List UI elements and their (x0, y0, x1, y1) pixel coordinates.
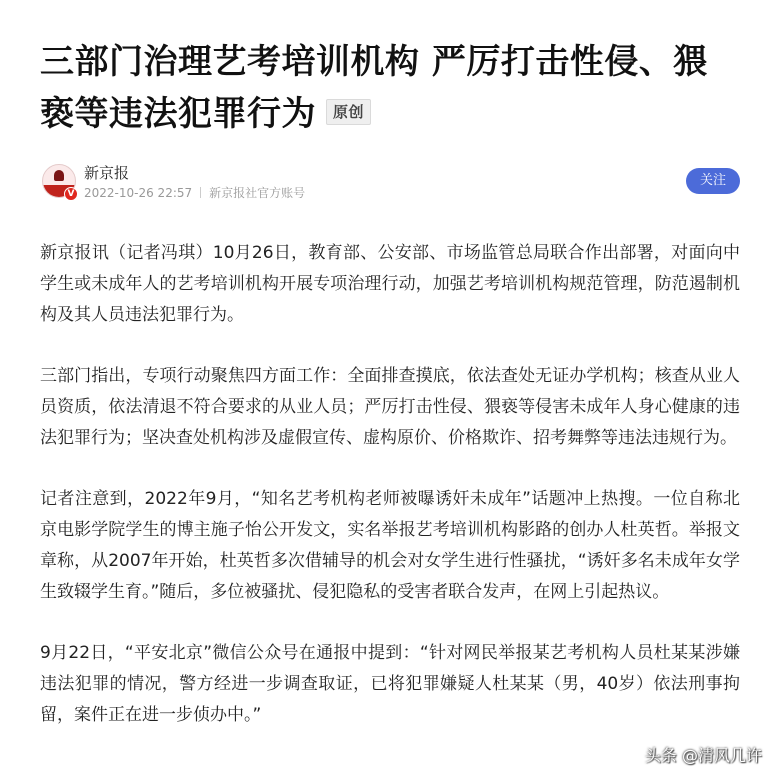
meta-divider (200, 187, 201, 198)
article-paragraph: 新京报讯（记者冯琪）10月26日，教育部、公安部、市场监管总局联合作出部署，对面向中学生或未成年人的艺考培训机构开展专项治理行动，加强艺考培训机构规范管理，防范遏制机构及其人员违法犯罪行为。 (40, 243, 740, 325)
author-row (40, 158, 740, 206)
author-meta (84, 184, 305, 201)
toutiao-watermark: 头条 @清风几许 (644, 746, 762, 765)
account-type: 新京报社官方账号 (209, 186, 306, 200)
article-paragraph: 三部门指出，专项行动聚焦四方面工作：全面排查摸底，依法查处无证办学机构；核查从业人员资质，依法清退不符合要求的从业人员；严厉打击性侵、猥亵等侵害未成年人身心健康的违法犯罪行为；坚决查处机构涉及虚假宣传、虚构原价、价格欺诈、招考舞弊等违法违规行为。 (40, 366, 740, 448)
article-body (40, 238, 740, 761)
headline-text: 三部门治理艺考培训机构 严厉打击性侵、猥亵等违法犯罪行为 (40, 42, 708, 134)
article-headline (40, 36, 740, 140)
verified-v-icon: V (64, 187, 78, 201)
article-paragraph: 9月22日，“平安北京”微信公众号在通报中提到：“针对网民举报某艺考机构人员杜某某涉嫌违法犯罪的情况，警方经进一步调查取证，已将犯罪嫌疑人杜某某（男，40岁）依法刑事拘留，案件正在进一步侦办中。” (40, 643, 740, 725)
author-name[interactable]: 新京报 (84, 164, 130, 182)
original-badge: 原创 (326, 99, 371, 125)
follow-button[interactable]: 关注 (686, 168, 740, 194)
publish-timestamp: 2022-10-26 22:57 (84, 186, 193, 200)
article-paragraph: 记者注意到，2022年9月，“知名艺考机构老师被曝诱奸未成年”话题冲上热搜。一位自称北京电影学院学生的博主施子怡公开发文，实名举报艺考培训机构影路的创办人杜英哲。举报文章称，从2007年开始，杜英哲多次借辅导的机会对女学生进行性骚扰，“诱奸多名未成年女学生致辍学生育。”随后，多位被骚扰、侵犯隐私的受害者联合发声，在网上引起热议。 (40, 489, 740, 602)
